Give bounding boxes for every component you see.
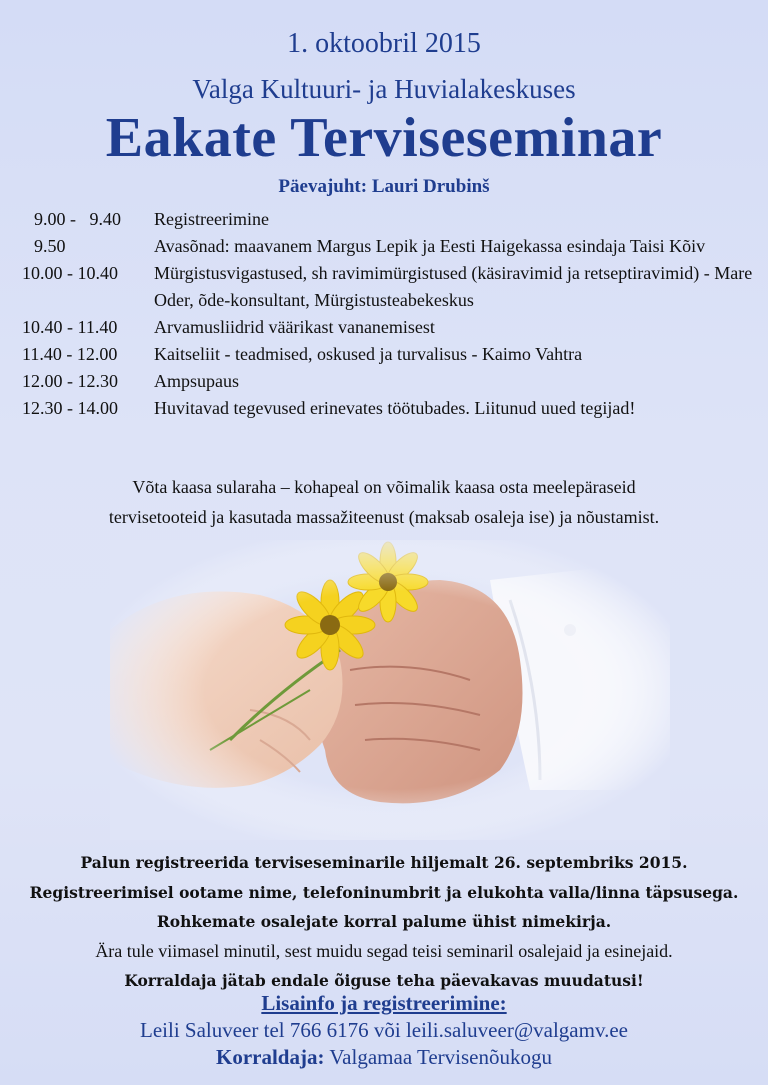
event-date: 1. oktoobril 2015	[287, 28, 481, 59]
schedule-row	[22, 233, 762, 260]
changes-notice-line: Korraldaja jätab endale õiguse teha päevakavas muudatusi!	[124, 971, 644, 990]
hands-with-flowers-image	[110, 540, 670, 840]
deadline-line: Palun registreerida terviseseminarile hiljemalt 26. septembriks 2015.	[80, 853, 688, 872]
schedule-time: 10.40 - 11.40	[22, 317, 118, 337]
event-venue: Valga Kultuuri- ja Huvialakeskuses	[192, 74, 576, 104]
arrive-early-line: Ära tule viimasel minutil, sest muidu segad teisi seminaril osalejaid ja esinejaid.	[95, 940, 673, 961]
schedule-row	[22, 260, 762, 314]
page-title: Eakate Terviseseminar	[105, 107, 663, 169]
bring-cash-note	[0, 472, 768, 532]
registration-details-line: Registreerimisel ootame nime, telefoninumbrit ja elukohta valla/linna täpsusega.	[29, 882, 739, 902]
lisainfo-heading: Lisainfo ja registreerimine:	[261, 991, 507, 1015]
note-line: Võta kaasa sularaha – kohapeal on võimalik kaasa osta meelepäraseid	[132, 477, 636, 497]
schedule-event: Registreerimine	[154, 209, 269, 229]
note-line: tervisetooteid ja kasutada massažiteenust (maksab osaleja ise) ja nõustamist.	[108, 507, 660, 527]
schedule-event: Ampsupaus	[154, 371, 239, 391]
contact-line: Leili Saluveer tel 766 6176 või leili.saluveer@valgamv.ee	[140, 1018, 628, 1042]
organizer-line	[0, 1045, 768, 1070]
organizer-label: Korraldaja:	[215, 1045, 325, 1069]
schedule-event: Avasõnad: maavanem Margus Lepik ja Eesti Haigekassa esindaja Taisi Kõiv	[154, 236, 706, 256]
schedule-event: Arvamusliidrid väärikast vananemisest	[154, 317, 435, 337]
schedule-time: 9.50	[34, 236, 66, 256]
schedule-time: 11.40 - 12.00	[22, 344, 118, 364]
schedule-time: 12.30 - 14.00	[22, 398, 118, 418]
schedule-row	[22, 206, 762, 233]
schedule-row	[22, 341, 762, 368]
schedule-row	[22, 395, 762, 422]
schedule	[22, 206, 762, 422]
registration-info	[0, 848, 768, 996]
organizer-name: Valgamaa Tervisenõukogu	[329, 1045, 553, 1069]
schedule-time: 9.00 - 9.40	[34, 209, 121, 229]
schedule-time: 12.00 - 12.30	[22, 371, 118, 391]
group-list-line: Rohkemate osalejate korral palume ühist nimekirja.	[156, 912, 612, 931]
schedule-row	[22, 314, 762, 341]
schedule-event: Mürgistusvigastused, sh ravimimürgistused (käsiravimid ja retseptiravimid) - Mare Oder, õde-konsultant, Mürgistusteabekeskus	[154, 263, 753, 310]
schedule-time: 10.00 - 10.40	[22, 263, 118, 283]
schedule-event: Kaitseliit - teadmised, oskused ja turvalisus - Kaimo Vahtra	[154, 344, 583, 364]
schedule-row	[22, 368, 762, 395]
schedule-event: Huvitavad tegevused erinevates töötubades. Liitunud uued tegijad!	[154, 398, 636, 418]
event-host: Päevajuht: Lauri Drubinš	[278, 176, 490, 197]
